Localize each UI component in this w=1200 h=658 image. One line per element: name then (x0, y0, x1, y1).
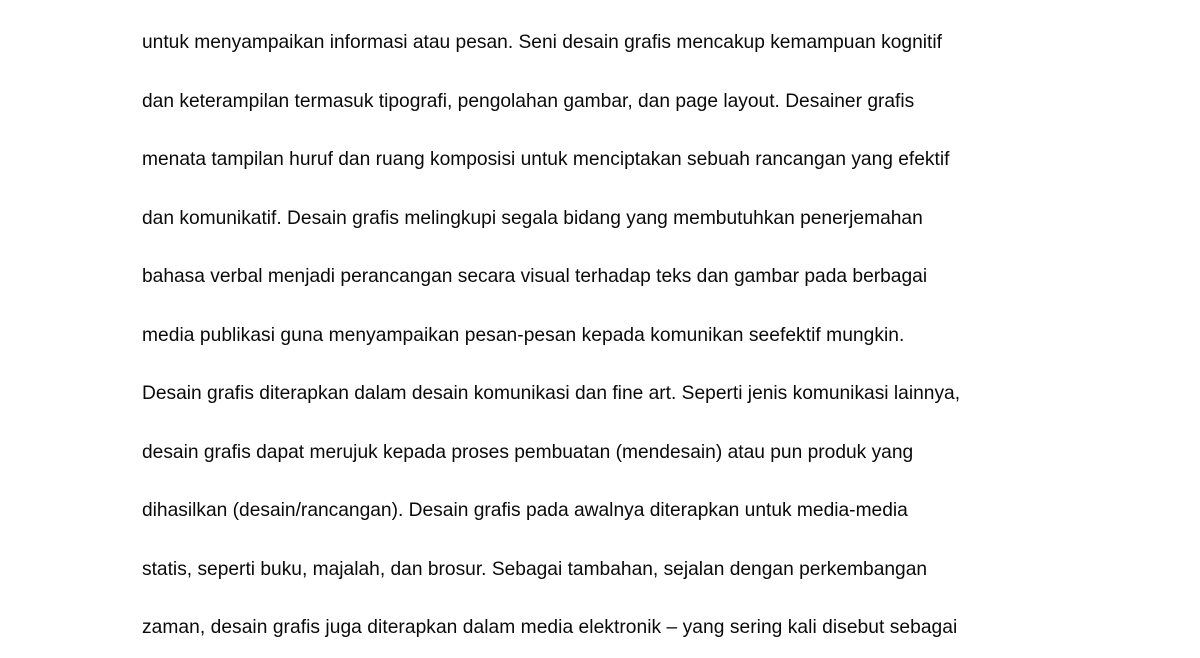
paragraph-1 (142, 14, 1060, 365)
text-line: statis, seperti buku, majalah, dan brosur. Sebagai tambahan, sejalan dengan perkembangan (142, 558, 928, 580)
text-line: Desain grafis diterapkan dalam desain komunikasi dan fine art. Seperti jenis komunikasi lainnya, (142, 383, 961, 404)
text-line: untuk menyampaikan informasi atau pesan. Seni desain grafis mencakup kemampuan kognitif (142, 32, 942, 53)
text-line: dan komunikatif. Desain grafis melingkupi segala bidang yang membutuhkan penerjemahan (142, 207, 923, 229)
text-line: menata tampilan huruf dan ruang komposisi untuk menciptakan sebuah rancangan yang efektif (142, 149, 950, 170)
paragraph-2 (142, 365, 1060, 658)
text-line: desain grafis dapat merujuk kepada proses pembuatan (mendesain) atau pun produk yang (142, 441, 914, 463)
text-line: zaman, desain grafis juga diterapkan dalam media elektronik – yang sering kali disebut sebagai (142, 617, 958, 638)
text-line: dihasilkan (desain/rancangan). Desain grafis pada awalnya diterapkan untuk media-media (142, 500, 908, 521)
text-line: media publikasi guna menyampaikan pesan-pesan kepada komunikan seefektif mungkin. (142, 324, 905, 346)
text-line: dan keterampilan termasuk tipografi, pengolahan gambar, dan page layout. Desainer grafis (142, 90, 915, 112)
text-line: bahasa verbal menjadi perancangan secara visual terhadap teks dan gambar pada berbagai (142, 266, 928, 287)
document-text-body (142, 14, 1060, 658)
